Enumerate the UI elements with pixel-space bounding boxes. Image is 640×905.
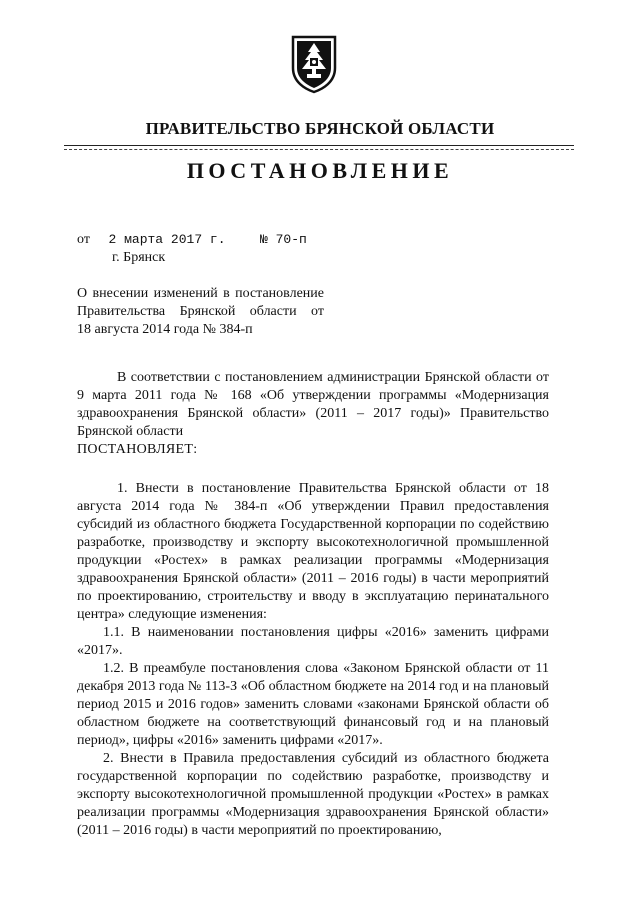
subject-line: О внесении изменений в постановление — [77, 286, 324, 301]
document-body — [77, 369, 549, 840]
header-divider-secondary — [64, 149, 574, 150]
item-1-1-paragraph: 1.1. В наименовании постановления цифры «2016» заменить цифрами «2017». — [77, 625, 549, 658]
government-title: ПРАВИТЕЛЬСТВО БРЯНСКОЙ ОБЛАСТИ — [145, 119, 495, 138]
document-number: № 70-п — [260, 232, 307, 247]
item-1-paragraph: 1. Внести в постановление Правительства Брянской области от 18 августа 2014 года № 384-п «Об утверждении Правил предоставления субсидий из областного бюджета Государственной корпорации по содействию разработке, производству и экспорту высокотехнологичной промышленной продукции «Ростех» в рамках реализации программы «Модернизация здравоохранения Брянской области» (2011 – 2016 годы) в части мероприятий по проектированию, строительству и вводу в эксплуатацию перинатального центра» следующие изменения: — [77, 481, 549, 622]
header-divider — [64, 145, 574, 146]
subject-line: Правительства Брянской области от — [77, 304, 324, 319]
item-2-paragraph: 2. Внести в Правила предоставления субсидий из областного бюджета государственной корпорации по содействию разработке, производству и экспорту высокотехнологичной промышленной продукции «Ростех» в рамках реализации программы «Модернизация здравоохранения Брянской области» (2011 – 2016 годы) в части мероприятий по проектированию, — [77, 751, 549, 838]
subject-line: 18 августа 2014 года № 384-п — [77, 322, 253, 337]
decree-heading: ПОСТАНОВЛЯЕТ: — [77, 442, 198, 457]
item-1-2-paragraph: 1.2. В преамбуле постановления слова «Законом Брянской области от 11 декабря 2013 года № 113-З «Об областном бюджете на 2014 год и на плановый период 2015 и 2016 годов» заменить словами «законами Брянской области об областном бюджете на соответствующий финансовый год и на плановый период», цифры «2016» заменить цифрами «2017». — [77, 661, 549, 748]
preamble-paragraph: В соответствии с постановлением администрации Брянской области от 9 марта 2011 года № 168 «Об утверждении программы «Модернизация здравоохранения Брянской области» (2011 – 2017 годы)» Правительство Брянской области — [77, 370, 549, 439]
coat-of-arms-icon — [289, 34, 339, 94]
document-city: г. Брянск — [112, 250, 166, 265]
date-prefix-label: от — [77, 232, 90, 247]
document-date: 2 марта 2017 г. — [108, 232, 226, 247]
document-subject — [77, 285, 324, 339]
document-type-title: ПОСТАНОВЛЕНИЕ — [186, 158, 454, 183]
document-meta — [77, 232, 307, 248]
